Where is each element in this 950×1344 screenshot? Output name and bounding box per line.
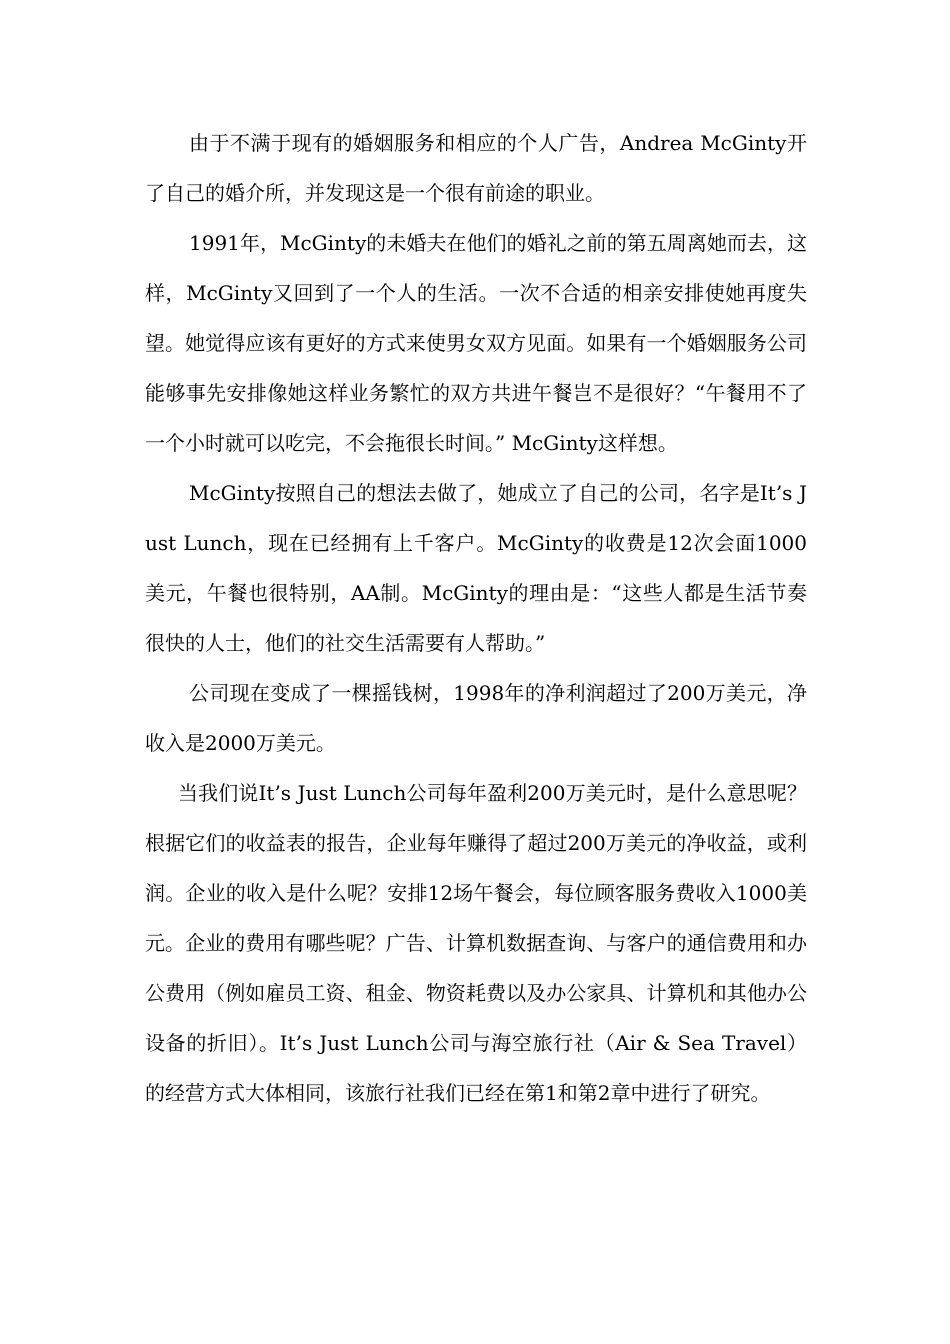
paragraph-1991: 1991年，McGinty的未婚夫在他们的婚礼之前的第五周离她而去，这样，McGinty又回到了一个人的生活。一次不合适的相亲安排使她再度失望。她觉得应该有更好的方式来使男女双方见面。如果有一个婚姻服务公司能够事先安排像她这样业务繁忙的双方共进午餐岂不是很好？“午餐用不了一个小时就可以吃完，不会拖很长时间。” McGinty这样想。: [145, 231, 807, 455]
document-page: [145, 118, 807, 1118]
paragraph-intro: 由于不满于现有的婚姻服务和相应的个人广告，Andrea McGinty开了自己的婚介所，并发现这是一个很有前途的职业。: [145, 131, 807, 205]
paragraph-profit: 公司现在变成了一棵摇钱树，1998年的净利润超过了200万美元，净收入是2000万美元。: [145, 681, 807, 755]
paragraph-company-founding: McGinty按照自己的想法去做了，她成立了自己的公司，名字是It’s Just Lunch，现在已经拥有上千客户。McGinty的收费是12次会面1000美元，午餐也很特别，AA制。McGinty的理由是：“这些人都是生活节奏很快的人士，他们的社交生活需要有人帮助。”: [145, 481, 807, 655]
paragraph-income-statement: 当我们说It’s Just Lunch公司每年盈利200万美元时，是什么意思呢？根据它们的收益表的报告，企业每年赚得了超过200万美元的净收益，或利润。企业的收入是什么呢？安排12场午餐会，每位顾客服务费收入1000美元。企业的费用有哪些呢？广告、计算机数据查询、与客户的通信费用和办公费用（例如雇员工资、租金、物资耗费以及办公家具、计算机和其他办公设备的折旧）。It’s Just Lunch公司与海空旅行社（Air & Sea Travel）的经营方式大体相同，该旅行社我们已经在第1和第2章中进行了研究。: [145, 781, 807, 1105]
